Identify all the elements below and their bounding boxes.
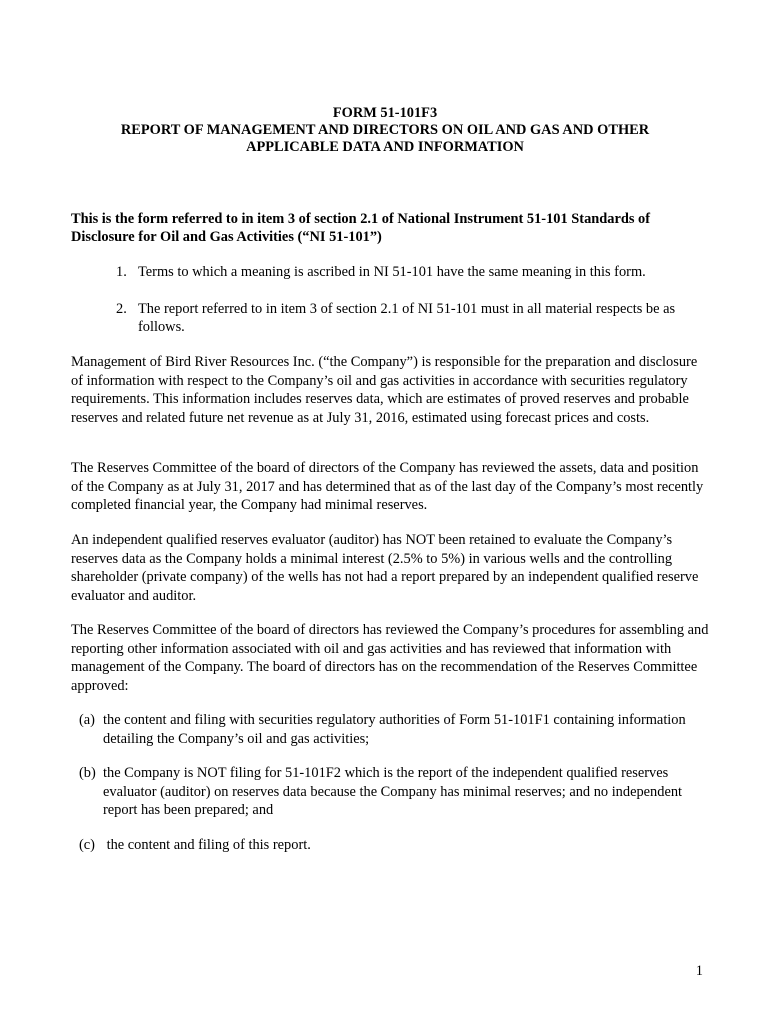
- paragraph-board-approval: The Reserves Committee of the board of directors has reviewed the Company’s procedures for assembling and reporting other information associated with oil and gas activities and has reviewed that information with management of the Company. The board of directors has on the recommendation of the Reserves Committee approved:: [71, 622, 709, 694]
- form-number: FORM 51-101F3: [332, 105, 438, 121]
- list-item-label: (c): [79, 837, 95, 853]
- list-item-text: the content and filing of this report.: [103, 837, 311, 853]
- form-header: [60, 105, 710, 156]
- paragraph-reserves-committee-review: The Reserves Committee of the board of directors of the Company has reviewed the assets, data and position of the Company as at July 31, 2017 and has determined that as of the last day of the Company’s most recently completed financial year, the Company had minimal reserves.: [71, 460, 704, 514]
- list-item: [71, 764, 711, 820]
- list-item-label: (a): [79, 712, 95, 728]
- list-item: [71, 263, 711, 281]
- list-item-text: The report referred to in item 3 of section 2.1 of NI 51-101 must in all material respects be as follows.: [138, 301, 676, 335]
- intro-statement: This is the form referred to in item 3 of section 2.1 of National Instrument 51-101 Standards of Disclosure for Oil and Gas Activities (“NI 51-101”): [71, 211, 651, 245]
- form-title-line-2: APPLICABLE DATA AND INFORMATION: [246, 139, 524, 155]
- lettered-list-item-c: [71, 836, 711, 855]
- paragraph-independent-evaluator: An independent qualified reserves evaluator (auditor) has NOT been retained to evaluate the Company’s reserves data as the Company holds a minimal interest (2.5% to 5%) in various wells and the controlling shareholder (private company) of the wells has not had a report prepared by an independent qualified reserve evaluator and auditor.: [71, 532, 699, 604]
- page-number: 1: [695, 963, 703, 979]
- list-item: [71, 836, 711, 855]
- list-item: [71, 300, 711, 336]
- list-item-text: Terms to which a meaning is ascribed in NI 51-101 have the same meaning in this form.: [138, 264, 646, 280]
- lettered-list-item-b: [71, 764, 711, 820]
- list-item-label: (b): [79, 765, 96, 781]
- list-item-text: the Company is NOT filing for 51-101F2 which is the report of the independent qualified reserves evaluator (auditor) on reserves data because the Company has minimal reserves; and no independent report has been prepared; and: [103, 765, 683, 819]
- numbered-list: [71, 300, 711, 336]
- list-item-number: 1.: [116, 264, 127, 280]
- form-title-line-1: REPORT OF MANAGEMENT AND DIRECTORS ON OIL AND GAS AND OTHER: [120, 122, 650, 138]
- list-item-text: the content and filing with securities regulatory authorities of Form 51-101F1 containing information detailing the Company’s oil and gas activities;: [103, 712, 686, 747]
- numbered-list: [71, 263, 711, 281]
- paragraph-management: Management of Bird River Resources Inc. (“the Company”) is responsible for the preparation and disclosure of information with respect to the Company’s oil and gas activities in accordance with securities regulatory requirements. This information includes reserves data, which are estimates of proved reserves and probable reserves and related future net revenue as at July 31, 2016, estimated using forecast prices and costs.: [71, 354, 698, 426]
- list-item: [71, 711, 711, 748]
- list-item-number: 2.: [116, 301, 127, 317]
- lettered-list-item-a: [71, 711, 711, 748]
